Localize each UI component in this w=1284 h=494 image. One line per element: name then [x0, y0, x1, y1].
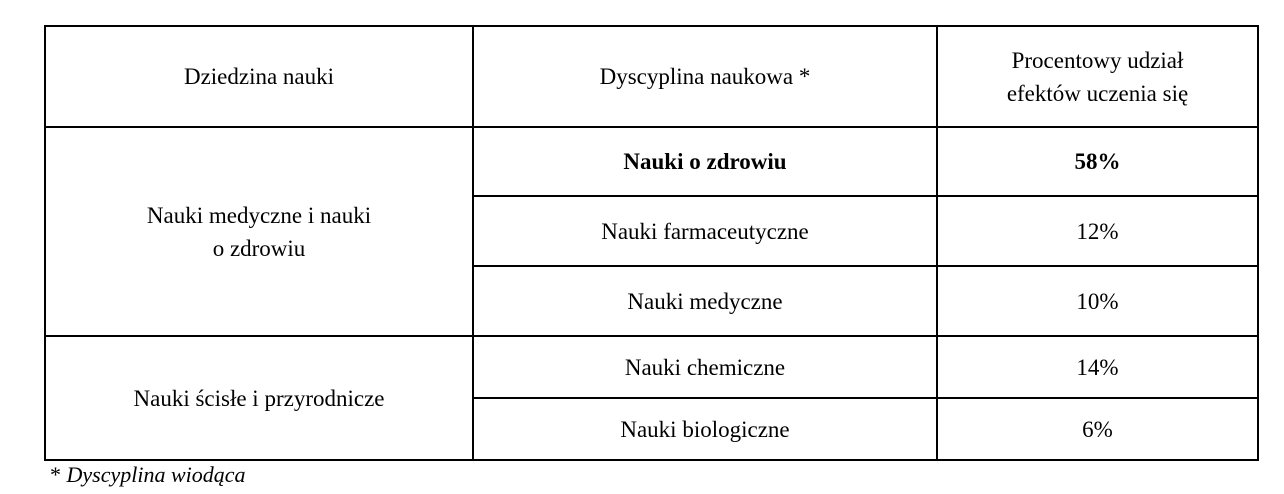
share-value: 14%: [1076, 354, 1119, 380]
field-cell-medical: [45, 127, 473, 336]
disciplines-table-container: [44, 25, 1259, 461]
table-row: [45, 127, 1258, 196]
field-medical-line2: o zdrowiu: [212, 235, 306, 261]
share-cell: [937, 336, 1258, 398]
header-discipline: [473, 26, 937, 127]
discipline-label: Nauki o zdrowiu: [623, 149, 787, 174]
header-share: [937, 26, 1258, 127]
share-cell: [937, 398, 1258, 460]
header-field: [45, 26, 473, 127]
share-value: 10%: [1076, 288, 1119, 314]
share-cell: [937, 127, 1258, 196]
discipline-cell: [473, 127, 937, 196]
disciplines-table: [44, 25, 1259, 461]
share-value: 58%: [1074, 149, 1121, 174]
discipline-cell: [473, 266, 937, 336]
header-field-label: Dziedzina nauki: [183, 64, 335, 89]
discipline-label: Nauki medyczne: [627, 288, 783, 314]
table-row: [45, 336, 1258, 398]
footnote: [50, 461, 246, 489]
discipline-cell: [473, 196, 937, 266]
table-header-row: [45, 26, 1258, 127]
field-cell-exact-sciences: [45, 336, 473, 460]
discipline-cell: [473, 398, 937, 460]
field-medical-line1: Nauki medyczne i nauki: [146, 202, 372, 228]
header-share-line2: efektów uczenia się: [1006, 80, 1189, 106]
share-value: 12%: [1076, 218, 1119, 244]
footnote-text: Dyscyplina wiodąca: [66, 462, 246, 487]
share-cell: [937, 266, 1258, 336]
field-exact-sciences-label: Nauki ścisłe i przyrodnicze: [133, 385, 385, 411]
footnote-marker: *: [50, 462, 61, 487]
discipline-cell: [473, 336, 937, 398]
header-share-line1: Procentowy udział: [1011, 47, 1184, 73]
share-cell: [937, 196, 1258, 266]
discipline-label: Nauki chemiczne: [624, 354, 786, 380]
discipline-label: Nauki farmaceutyczne: [601, 218, 809, 244]
header-discipline-label: Dyscyplina naukowa *: [599, 64, 811, 89]
discipline-label: Nauki biologiczne: [620, 416, 790, 442]
share-value: 6%: [1082, 416, 1113, 442]
